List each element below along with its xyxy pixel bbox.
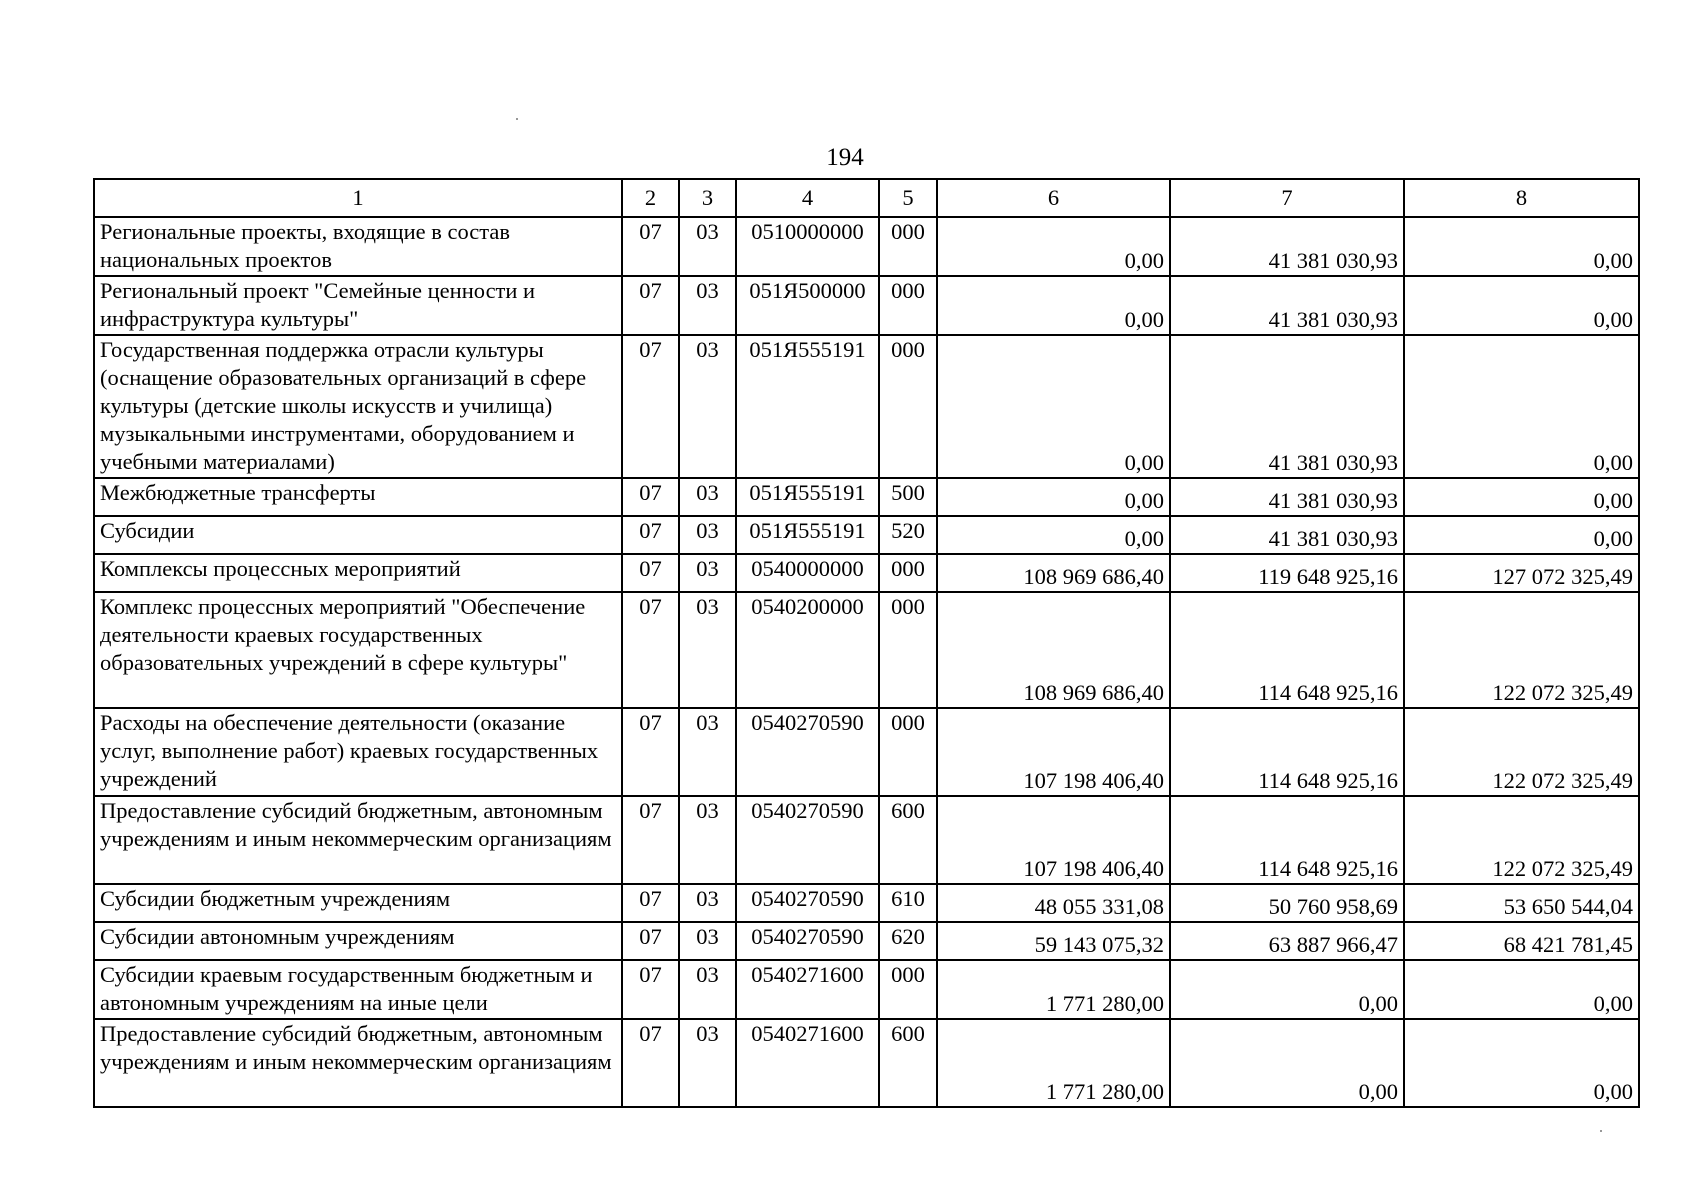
- table-row: [94, 554, 1639, 592]
- amount-col-6: 1 771 280,00: [937, 960, 1170, 1019]
- amount-col-7: 114 648 925,16: [1170, 796, 1404, 884]
- amount-col-6: 59 143 075,32: [937, 922, 1170, 960]
- amount-col-7: 50 760 958,69: [1170, 884, 1404, 922]
- column-header: 8: [1404, 179, 1639, 217]
- column-header: 4: [736, 179, 879, 217]
- table-row: [94, 478, 1639, 516]
- header-row: [94, 179, 1639, 217]
- amount-col-6: 107 198 406,40: [937, 708, 1170, 796]
- table-row: [94, 922, 1639, 960]
- row-label: Региональный проект "Семейные ценности и инфраструктура культуры": [94, 276, 622, 335]
- target-article-code: 0540270590: [736, 884, 879, 922]
- section-code: 07: [622, 960, 679, 1019]
- expense-type-code: 000: [879, 960, 937, 1019]
- amount-col-7: 41 381 030,93: [1170, 217, 1404, 276]
- section-code: 07: [622, 1019, 679, 1107]
- row-label: Межбюджетные трансферты: [94, 478, 622, 516]
- target-article-code: 0540000000: [736, 554, 879, 592]
- amount-col-7: 41 381 030,93: [1170, 516, 1404, 554]
- subsection-code: 03: [679, 276, 736, 335]
- section-code: 07: [622, 796, 679, 884]
- expense-type-code: 610: [879, 884, 937, 922]
- amount-col-7: 119 648 925,16: [1170, 554, 1404, 592]
- subsection-code: 03: [679, 922, 736, 960]
- amount-col-7: 41 381 030,93: [1170, 478, 1404, 516]
- target-article-code: 0510000000: [736, 217, 879, 276]
- subsection-code: 03: [679, 478, 736, 516]
- row-label: Государственная поддержка отрасли культуры (оснащение образовательных организаций в сфере культуры (детские школы искусств и училища) музыкальными инструментами, оборудованием и учебными материалами): [94, 335, 622, 478]
- amount-col-8: 53 650 544,04: [1404, 884, 1639, 922]
- expense-type-code: 520: [879, 516, 937, 554]
- amount-col-6: 1 771 280,00: [937, 1019, 1170, 1107]
- row-label: Комплексы процессных мероприятий: [94, 554, 622, 592]
- scan-speck: [1600, 1130, 1602, 1132]
- table-row: [94, 960, 1639, 1019]
- table-row: [94, 516, 1639, 554]
- subsection-code: 03: [679, 554, 736, 592]
- section-code: 07: [622, 217, 679, 276]
- amount-col-6: 0,00: [937, 276, 1170, 335]
- subsection-code: 03: [679, 796, 736, 884]
- target-article-code: 051Я500000: [736, 276, 879, 335]
- column-header: 6: [937, 179, 1170, 217]
- amount-col-8: 0,00: [1404, 276, 1639, 335]
- amount-col-8: 0,00: [1404, 960, 1639, 1019]
- section-code: 07: [622, 478, 679, 516]
- amount-col-7: 0,00: [1170, 1019, 1404, 1107]
- table-row: [94, 1019, 1639, 1107]
- amount-col-6: 108 969 686,40: [937, 554, 1170, 592]
- column-header: 7: [1170, 179, 1404, 217]
- column-header: 1: [94, 179, 622, 217]
- row-label: Субсидии краевым государственным бюджетным и автономным учреждениям на иные цели: [94, 960, 622, 1019]
- subsection-code: 03: [679, 1019, 736, 1107]
- section-code: 07: [622, 922, 679, 960]
- subsection-code: 03: [679, 516, 736, 554]
- amount-col-6: 48 055 331,08: [937, 884, 1170, 922]
- section-code: 07: [622, 592, 679, 708]
- scan-speck: [516, 118, 518, 120]
- amount-col-8: 0,00: [1404, 1019, 1639, 1107]
- amount-col-7: 41 381 030,93: [1170, 276, 1404, 335]
- amount-col-6: 0,00: [937, 516, 1170, 554]
- table-row: [94, 217, 1639, 276]
- amount-col-7: 0,00: [1170, 960, 1404, 1019]
- row-label: Предоставление субсидий бюджетным, автономным учреждениям и иным некоммерческим организациям: [94, 1019, 622, 1107]
- table-row: [94, 796, 1639, 884]
- budget-table: [93, 178, 1640, 1108]
- amount-col-8: 127 072 325,49: [1404, 554, 1639, 592]
- row-label: Субсидии бюджетным учреждениям: [94, 884, 622, 922]
- expense-type-code: 600: [879, 1019, 937, 1107]
- expense-type-code: 500: [879, 478, 937, 516]
- table-body: [94, 217, 1639, 1107]
- section-code: 07: [622, 708, 679, 796]
- column-header: 3: [679, 179, 736, 217]
- amount-col-6: 107 198 406,40: [937, 796, 1170, 884]
- row-label: Субсидии автономным учреждениям: [94, 922, 622, 960]
- expense-type-code: 000: [879, 592, 937, 708]
- section-code: 07: [622, 554, 679, 592]
- column-header: 5: [879, 179, 937, 217]
- expense-type-code: 000: [879, 554, 937, 592]
- amount-col-8: 0,00: [1404, 478, 1639, 516]
- amount-col-6: 0,00: [937, 217, 1170, 276]
- target-article-code: 0540270590: [736, 708, 879, 796]
- target-article-code: 0540271600: [736, 960, 879, 1019]
- row-label: Расходы на обеспечение деятельности (оказание услуг, выполнение работ) краевых государственных учреждений: [94, 708, 622, 796]
- table-row: [94, 335, 1639, 478]
- amount-col-8: 122 072 325,49: [1404, 796, 1639, 884]
- subsection-code: 03: [679, 217, 736, 276]
- target-article-code: 051Я555191: [736, 335, 879, 478]
- amount-col-8: 122 072 325,49: [1404, 708, 1639, 796]
- target-article-code: 051Я555191: [736, 516, 879, 554]
- section-code: 07: [622, 884, 679, 922]
- subsection-code: 03: [679, 335, 736, 478]
- row-label: Субсидии: [94, 516, 622, 554]
- amount-col-6: 0,00: [937, 335, 1170, 478]
- row-label: Комплекс процессных мероприятий "Обеспечение деятельности краевых государственных образовательных учреждений в сфере культуры": [94, 592, 622, 708]
- section-code: 07: [622, 335, 679, 478]
- subsection-code: 03: [679, 960, 736, 1019]
- expense-type-code: 000: [879, 217, 937, 276]
- subsection-code: 03: [679, 884, 736, 922]
- amount-col-6: 0,00: [937, 478, 1170, 516]
- amount-col-7: 114 648 925,16: [1170, 592, 1404, 708]
- page-number: 194: [826, 144, 864, 171]
- expense-type-code: 600: [879, 796, 937, 884]
- subsection-code: 03: [679, 592, 736, 708]
- target-article-code: 0540270590: [736, 796, 879, 884]
- column-header: 2: [622, 179, 679, 217]
- amount-col-8: 68 421 781,45: [1404, 922, 1639, 960]
- target-article-code: 0540200000: [736, 592, 879, 708]
- amount-col-8: 0,00: [1404, 335, 1639, 478]
- row-label: Предоставление субсидий бюджетным, автономным учреждениям и иным некоммерческим организациям: [94, 796, 622, 884]
- table-row: [94, 276, 1639, 335]
- amount-col-6: 108 969 686,40: [937, 592, 1170, 708]
- expense-type-code: 000: [879, 276, 937, 335]
- expense-type-code: 000: [879, 708, 937, 796]
- expense-type-code: 000: [879, 335, 937, 478]
- table-row: [94, 592, 1639, 708]
- row-label: Региональные проекты, входящие в состав национальных проектов: [94, 217, 622, 276]
- amount-col-7: 114 648 925,16: [1170, 708, 1404, 796]
- subsection-code: 03: [679, 708, 736, 796]
- amount-col-8: 0,00: [1404, 516, 1639, 554]
- amount-col-8: 0,00: [1404, 217, 1639, 276]
- section-code: 07: [622, 516, 679, 554]
- target-article-code: 051Я555191: [736, 478, 879, 516]
- target-article-code: 0540270590: [736, 922, 879, 960]
- expense-type-code: 620: [879, 922, 937, 960]
- amount-col-7: 63 887 966,47: [1170, 922, 1404, 960]
- section-code: 07: [622, 276, 679, 335]
- target-article-code: 0540271600: [736, 1019, 879, 1107]
- amount-col-8: 122 072 325,49: [1404, 592, 1639, 708]
- table-row: [94, 884, 1639, 922]
- table-row: [94, 708, 1639, 796]
- amount-col-7: 41 381 030,93: [1170, 335, 1404, 478]
